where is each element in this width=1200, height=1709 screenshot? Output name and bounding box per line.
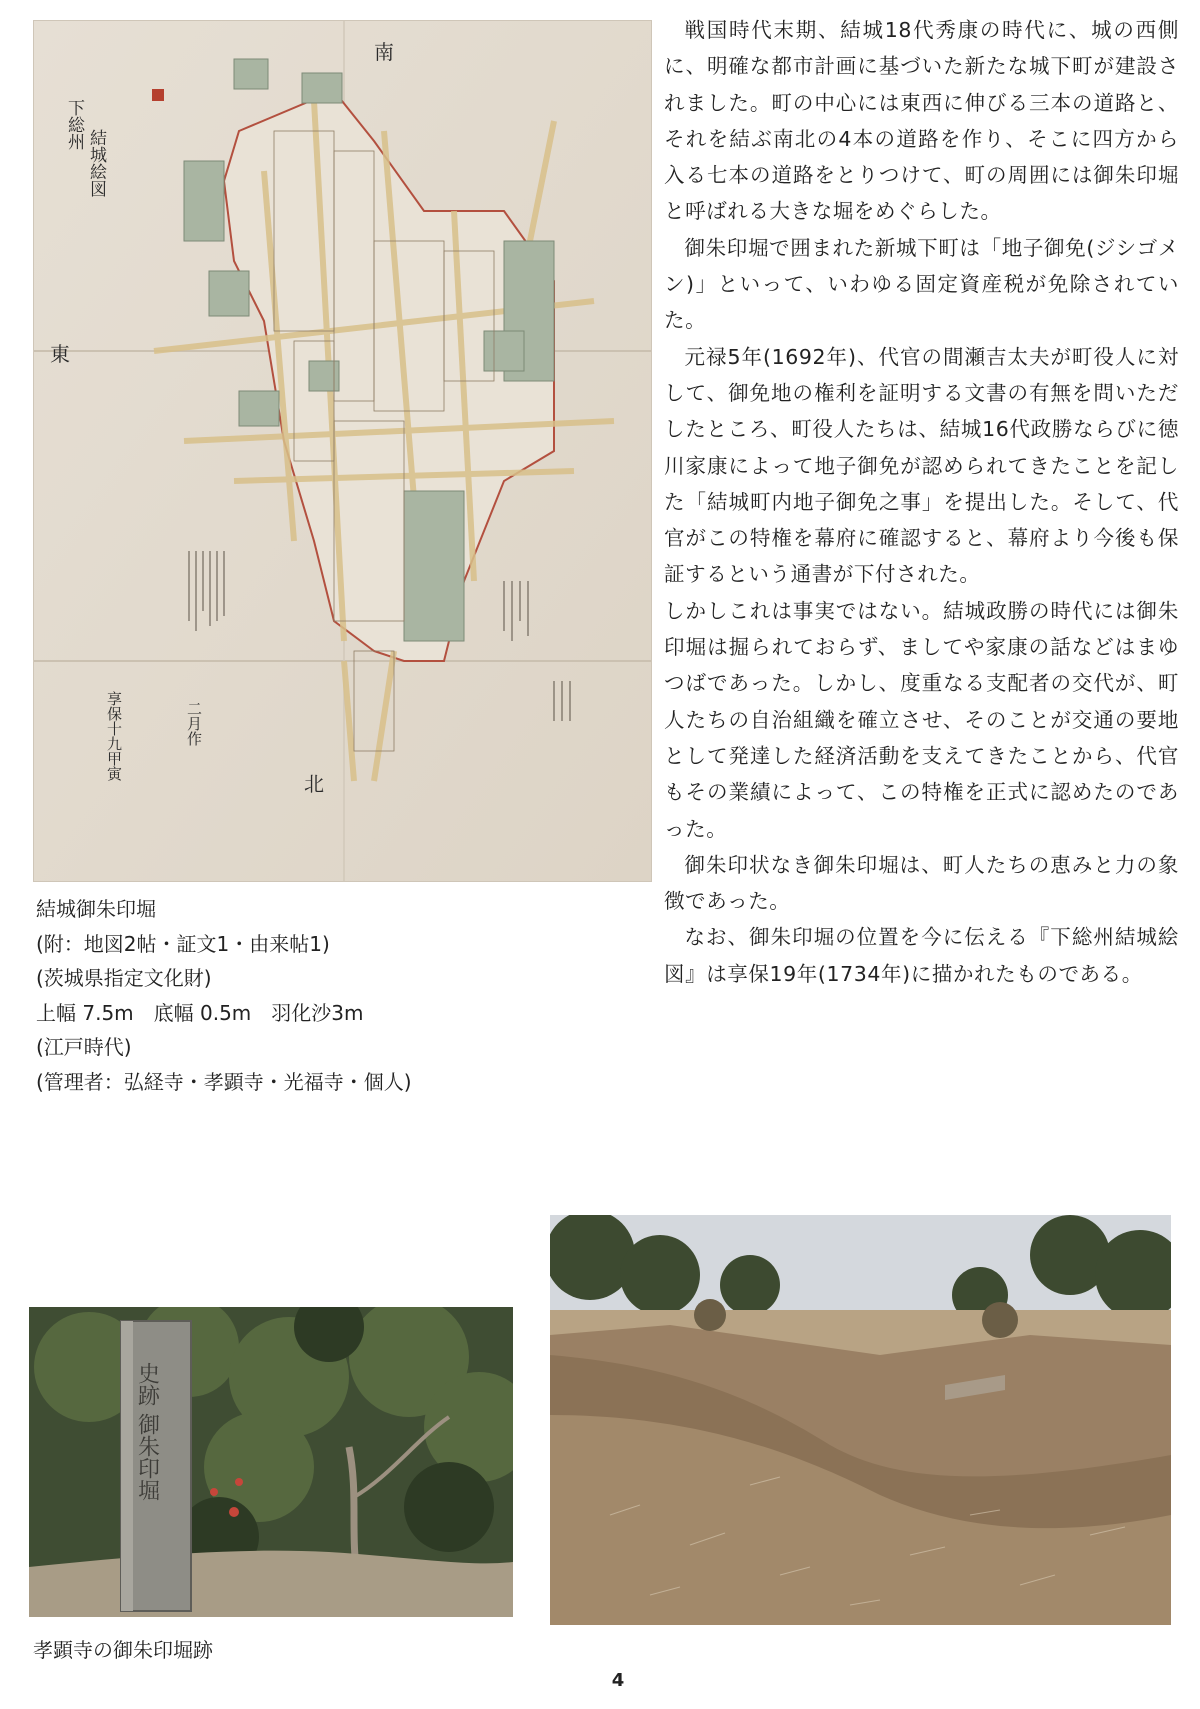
map-figure <box>33 20 652 882</box>
map-illustration <box>34 21 651 881</box>
map-caption <box>36 892 636 1099</box>
marker-inscription: 史跡 御朱印堀 <box>134 1362 160 1501</box>
map-date-label-2: 二月作 <box>185 701 203 746</box>
body-paragraph: しかしこれは事実ではない。結城政勝の時代には御朱印堀は掘られておらず、ましてや家康の話などはまゆつばであった。しかし、度重なる支配者の交代が、町人たちの自治組織を確立させ、そのことが交通の要地として発達した経済活動を支えてきたことから、代官もその業績によって、この特権を正式に認めたのであった。 <box>664 598 1179 841</box>
body-paragraph: 御朱印状なき御朱印堀は、町人たちの恵みと力の象徴であった。 <box>664 852 1179 914</box>
caption-line: 結城御朱印堀 <box>36 897 156 921</box>
map-direction-east: 東 <box>50 342 70 366</box>
caption-line: (附：地図2帖・証文1・由来帖1) <box>36 931 330 956</box>
stone-marker-photo <box>29 1307 513 1617</box>
map-title-label: 下総州 <box>64 99 84 150</box>
caption-line: (江戸時代) <box>36 1035 132 1059</box>
caption-line: (管理者：弘経寺・孝顕寺・光福寺・個人) <box>36 1069 412 1094</box>
body-paragraph: 元禄5年(1692年)、代官の間瀬吉太夫が町役人に対して、御免地の権利を証明する文書の有無を問いただしたところ、町役人たちは、結城16代政勝ならびに徳川家康によって地子御免が認められてきたことを記した「結城町内地子御免之事」を提出した。そして、代官がこの特権を幕府に確認すると、幕府より今後も保証するという通書が下付された。 <box>664 344 1179 587</box>
body-paragraph: 戦国時代末期、結城18代秀康の時代に、城の西側に、明確な都市計画に基づいた新たな城下町が建設されました。町の中心には東西に伸びる三本の道路と、それを結ぶ南北の4本の道路を作り、そこに四方から入る七本の道路をとりつけて、町の周囲には御朱印堀と呼ばれる大きな堀をめぐらした。 <box>664 18 1179 224</box>
photo-caption: 孝顕寺の御朱印堀跡 <box>33 1638 213 1662</box>
caption-line: 上幅 7.5m 底幅 0.5m 羽化沙3m <box>36 1000 364 1025</box>
caption-line: (茨城県指定文化財) <box>36 966 212 990</box>
moat-illustration <box>550 1215 1171 1625</box>
stone-marker-illustration <box>29 1307 513 1617</box>
map-direction-north: 北 <box>304 772 324 796</box>
moat-photo <box>550 1215 1171 1625</box>
body-paragraph: なお、御朱印堀の位置を今に伝える『下総州結城絵図』は享保19年(1734年)に描かれたものである。 <box>664 925 1179 986</box>
map-title-label-2: 結城絵図 <box>86 129 106 197</box>
page-number: 4 <box>611 1670 625 1691</box>
body-paragraph: 御朱印堀で囲まれた新城下町は「地子御免(ジシゴメン)」といって、いわゆる固定資産税が免除されていた。 <box>664 235 1179 333</box>
map-date-label: 享保十九甲寅 <box>105 691 123 781</box>
body-text <box>664 12 1179 992</box>
map-direction-south: 南 <box>374 40 394 64</box>
